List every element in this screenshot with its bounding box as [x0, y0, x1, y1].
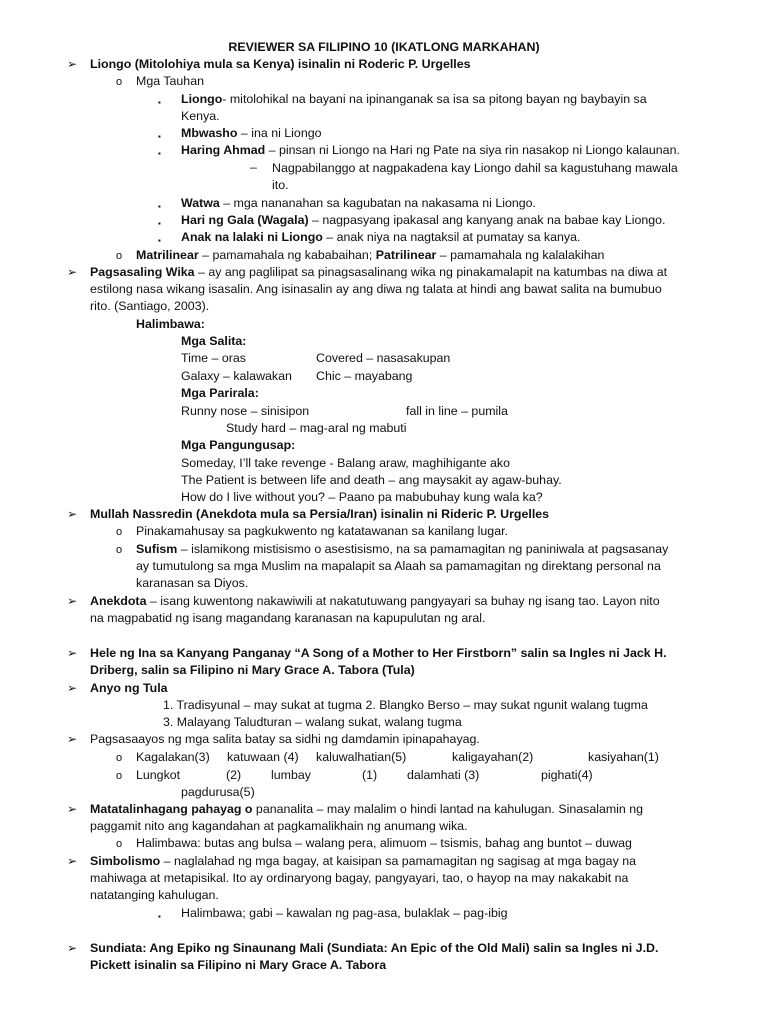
- section-simbolismo: Simbolismo – naglalahad ng mga bagay, at kaisipan sa pamamagitan ng sagisag at mga bagay na: [90, 854, 636, 868]
- simbolismo-example: Halimbawa; gabi – kawalan ng pag-asa, bulaklak – pag-ibig: [181, 906, 508, 920]
- square-bullet: ▪: [158, 132, 161, 141]
- haring-ahmad-note: Nagpabilanggo at nagpakadena kay Liongo dahil sa kagustuhang mawala: [272, 161, 678, 175]
- char-watwa: Watwa – mga nananahan sa kagubatan na nakasama ni Liongo.: [181, 196, 536, 210]
- sidhi-word: pighati(4): [541, 768, 593, 782]
- section-anekdota: Anekdota – isang kuwentong nakawiwili at nakatutuwang pangyayari sa buhay ng isang tao. Layon nito: [90, 594, 660, 608]
- circle-bullet: o: [116, 526, 123, 538]
- section-heading-sundiata-cont: Pickett isinalin sa Filipino ni Mary Grace A. Tabora: [90, 958, 387, 972]
- salita-example: Covered – nasasakupan: [316, 351, 451, 365]
- halimbawa-label: Halimbawa:: [136, 317, 205, 331]
- char-liongo: Liongo- mitolohikal na bayani na ipinanganak sa isa sa pitong bayan ng baybayin sa: [181, 92, 647, 106]
- section-heading-hele: Hele ng Ina sa Kanyang Panganay “A Song of a Mother to Her Firstborn” salin sa Ingles ni Jack H.: [90, 646, 667, 660]
- circle-bullet: o: [116, 250, 123, 262]
- mga-salita-label: Mga Salita:: [181, 334, 247, 348]
- arrow-bullet: ➢: [67, 265, 78, 279]
- section-pagsasaling-wika: Pagsasaling Wika – ay ang paglilipat sa pinagsasalinang wika ng pinakamalapit na katumbas na diwa at: [90, 265, 668, 279]
- salita-example: Galaxy – kalawakan: [181, 369, 292, 383]
- anyo-ng-tula-list: 1. Tradisyunal – may sukat at tugma 2. Blangko Berso – may sukat ngunit walang tugma: [163, 698, 648, 712]
- circle-bullet: o: [116, 76, 123, 88]
- circle-bullet: o: [116, 752, 123, 764]
- char-liongo-cont: Kenya.: [181, 109, 220, 123]
- simbolismo-line3: natatanging kahulugan.: [90, 888, 219, 902]
- mga-pangungusap-label: Mga Pangungusap:: [181, 438, 296, 452]
- sidhi-word: dalamhati (3): [407, 768, 480, 782]
- simbolismo-line2: mahiwaga at metapisikal. Ito ay ordinaryong bagay, pangyayari, tao, o hayop na may nakakabit na: [90, 871, 629, 885]
- pagsasaling-wika-line2: estilong nasa wikang isasalin. Ang isinasalin ay ang diwa ng talata at hindi ang bawat salita na bumubuo: [90, 282, 662, 296]
- arrow-bullet: ➢: [67, 57, 78, 71]
- document-title: REVIEWER SA FILIPINO 10 (IKATLONG MARKAHAN): [228, 40, 540, 54]
- char-anak-na-lalaki: Anak na lalaki ni Liongo – anak niya na nagtaksil at pumatay sa kanya.: [181, 230, 581, 244]
- circle-bullet: o: [116, 770, 123, 782]
- haring-ahmad-note-cont: ito.: [272, 178, 289, 192]
- parirala-example: fall in line – pumila: [406, 404, 508, 418]
- salita-example: Time – oras: [181, 351, 246, 365]
- arrow-bullet: ➢: [67, 681, 78, 695]
- section-heading-sundiata: Sundiata: Ang Epiko ng Sinaunang Mali (Sundiata: An Epic of the Old Mali) salin sa Ingles ni J.D.: [90, 941, 659, 955]
- sidhi-word: (1): [362, 768, 378, 782]
- sidhi-word: Lungkot: [136, 768, 181, 782]
- salita-example: Chic – mayabang: [316, 369, 413, 383]
- section-pagsasaayos: Pagsasaayos ng mga salita batay sa sidhi ng damdamin ipinapahayag.: [90, 732, 480, 746]
- pangungusap-example: Someday, I’ll take revenge - Balang araw, maghihigante ako: [181, 456, 511, 470]
- matrilinear-patrilinear: Matrilinear – pamamahala ng kababaihan; Patrilinear – pamamahala ng kalalakihan: [136, 248, 605, 262]
- arrow-bullet: ➢: [67, 646, 78, 660]
- sidhi-word: (2): [226, 768, 242, 782]
- sidhi-word: pagdurusa(5): [181, 785, 255, 799]
- sidhi-word: kaligayahan(2): [452, 750, 534, 764]
- section-matatalinhagang: Matatalinhagang pahayag o pananalita – may malalim o hindi lantad na kahulugan. Sinasalamin ng: [90, 802, 644, 816]
- mullah-note: Pinakamahusay sa pagkukwento ng katatawanan sa kanilang lugar.: [136, 524, 508, 538]
- parirala-example: Runny nose – sinisipon: [181, 404, 310, 418]
- sufism-definition-line2: ay tumutulong sa mga Muslim na mapalapit sa Alaah sa pamamagitan ng direktang personal na: [136, 559, 661, 573]
- pangungusap-example: How do I live without you? – Paano pa mabubuhay kung wala ka?: [181, 490, 543, 504]
- anekdota-line2: na magpabatid ng isang magandang karanasan na kapupulutan ng aral.: [90, 611, 486, 625]
- square-bullet: ▪: [158, 219, 161, 228]
- dash-bullet: –: [250, 160, 257, 174]
- section-heading-hele-cont: Driberg, salin sa Filipino ni Mary Grace A. Tabora (Tula): [90, 663, 415, 677]
- arrow-bullet: ➢: [67, 854, 78, 868]
- square-bullet: ▪: [158, 202, 161, 211]
- parirala-example: Study hard – mag-aral ng mabuti: [226, 421, 407, 435]
- sidhi-word: kaluwalhatian(5): [316, 750, 407, 764]
- square-bullet: ▪: [158, 98, 161, 107]
- section-heading-anyo-ng-tula: Anyo ng Tula: [90, 681, 168, 695]
- arrow-bullet: ➢: [67, 802, 78, 816]
- circle-bullet: o: [116, 544, 123, 556]
- square-bullet: ▪: [158, 149, 161, 158]
- matatalinhagang-example: Halimbawa: butas ang bulsa – walang pera, alimuom – tsismis, bahag ang buntot – duwag: [136, 836, 632, 850]
- sidhi-word: Kagalakan(3): [136, 750, 210, 764]
- section-heading-mullah: Mullah Nassredin (Anekdota mula sa Persia/Iran) isinalin ni Rideric P. Urgelles: [90, 507, 550, 521]
- square-bullet: ▪: [158, 236, 161, 245]
- sidhi-word: kasiyahan(1): [588, 750, 659, 764]
- subheading-tauhan: Mga Tauhan: [136, 74, 204, 88]
- sidhi-word: lumbay: [271, 768, 311, 782]
- pagsasaling-wika-line3: rito. (Santiago, 2003).: [90, 299, 210, 313]
- sufism-definition: Sufism – islamikong mistisismo o asestisismo, na sa pamamagitan ng paniniwala at pagsasanay: [136, 542, 669, 556]
- char-haring-ahmad: Haring Ahmad – pinsan ni Liongo na Hari ng Pate na siya rin nasakop ni Liongo kalaunan.: [181, 143, 680, 157]
- char-mbwasho: Mbwasho – ina ni Liongo: [181, 126, 322, 140]
- circle-bullet: o: [116, 838, 123, 850]
- arrow-bullet: ➢: [67, 507, 78, 521]
- matatalinhagang-line2: paggamit nito ang kagandahan at pagkamalikhain ng anumang wika.: [90, 819, 468, 833]
- pangungusap-example: The Patient is between life and death – ang maysakit ay agaw-buhay.: [181, 473, 562, 487]
- anyo-ng-tula-list: 3. Malayang Taludturan – walang sukat, walang tugma: [163, 715, 462, 729]
- char-hari-ng-gala: Hari ng Gala (Wagala) – nagpasyang ipakasal ang kanyang anak na babae kay Liongo.: [181, 213, 666, 227]
- mga-parirala-label: Mga Parirala:: [181, 386, 259, 400]
- arrow-bullet: ➢: [67, 594, 78, 608]
- sidhi-word: katuwaan (4): [227, 750, 299, 764]
- arrow-bullet: ➢: [67, 941, 78, 955]
- section-heading-liongo: Liongo (Mitolohiya mula sa Kenya) isinalin ni Roderic P. Urgelles: [90, 57, 471, 71]
- sufism-definition-line3: karanasan sa Diyos.: [136, 576, 249, 590]
- arrow-bullet: ➢: [67, 732, 78, 746]
- square-bullet: ▪: [158, 912, 161, 921]
